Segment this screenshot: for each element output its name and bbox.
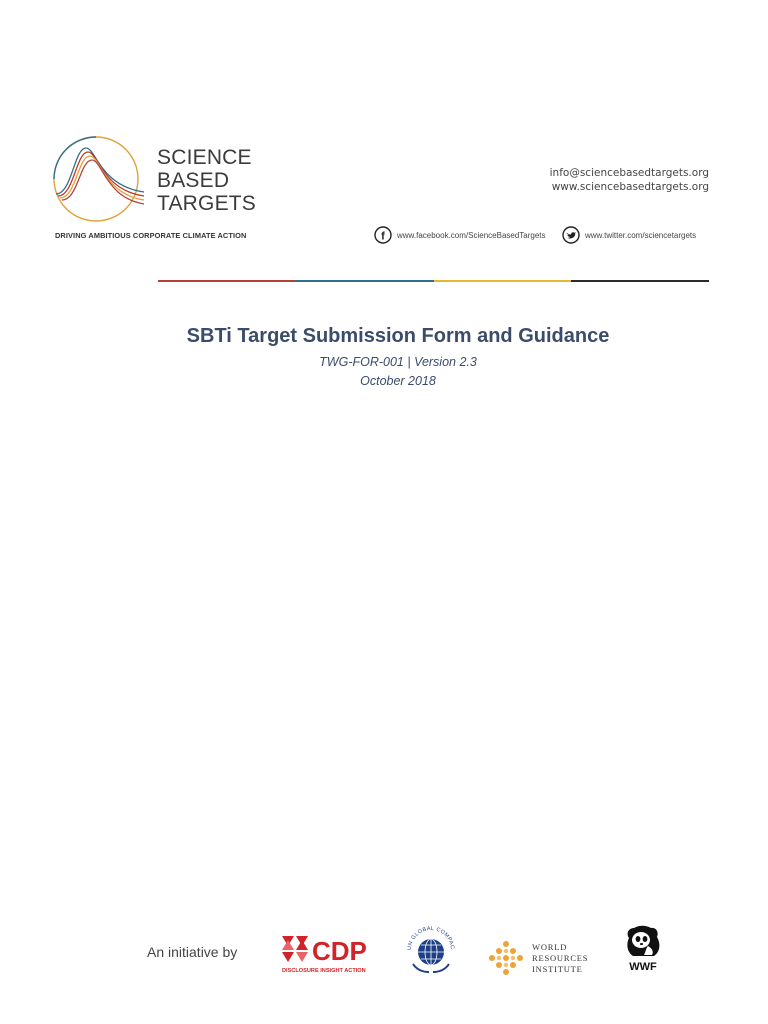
divider-segment-yellow xyxy=(434,280,572,282)
contact-email[interactable]: info@sciencebasedtargets.org xyxy=(549,167,709,179)
divider-segment-red xyxy=(158,280,296,282)
divider-segment-blue xyxy=(296,280,434,282)
divider-segment-black xyxy=(571,280,709,282)
cdp-name: CDP xyxy=(312,936,367,966)
twitter-url: www.twitter.com/sciencetargets xyxy=(585,230,697,240)
color-divider xyxy=(158,280,709,282)
document-date: October 2018 xyxy=(360,374,436,388)
facebook-url: www.facebook.com/ScienceBasedTargets xyxy=(397,230,546,240)
document-title: SBTi Target Submission Form and Guidance xyxy=(186,325,610,347)
twitter-icon xyxy=(562,226,580,244)
wwf-panda-logo xyxy=(624,924,662,974)
initiative-label: An initiative by xyxy=(147,944,238,960)
facebook-link[interactable] xyxy=(374,225,546,245)
wri-text-world: WORLD xyxy=(532,942,568,952)
logo-text-targets: TARGETS xyxy=(157,192,257,215)
sbt-logo-icon xyxy=(50,134,146,224)
un-global-compact-logo xyxy=(405,924,457,976)
logo-text-based: BASED xyxy=(157,169,230,192)
wri-text-institute: INSTITUTE xyxy=(532,964,583,974)
contact-website[interactable]: www.sciencebasedtargets.org xyxy=(551,181,709,193)
logo-tagline: DRIVING AMBITIOUS CORPORATE CLIMATE ACTION xyxy=(55,231,247,240)
wri-logo-icon xyxy=(488,940,524,976)
svg-text:f: f xyxy=(381,230,385,243)
ungc-name: UN GLOBAL COMPAC xyxy=(406,925,456,951)
cdp-tagline: DISCLOSURE INSIGHT ACTION xyxy=(282,968,366,974)
wwf-name: WWF xyxy=(629,961,657,973)
document-code: TWG-FOR-001 | Version 2.3 xyxy=(319,355,477,369)
cdp-logo xyxy=(280,930,384,974)
wri-text-resources: RESOURCES xyxy=(532,953,589,963)
facebook-icon xyxy=(374,226,392,244)
twitter-link[interactable] xyxy=(562,225,696,245)
logo-text-science: SCIENCE xyxy=(157,146,252,169)
